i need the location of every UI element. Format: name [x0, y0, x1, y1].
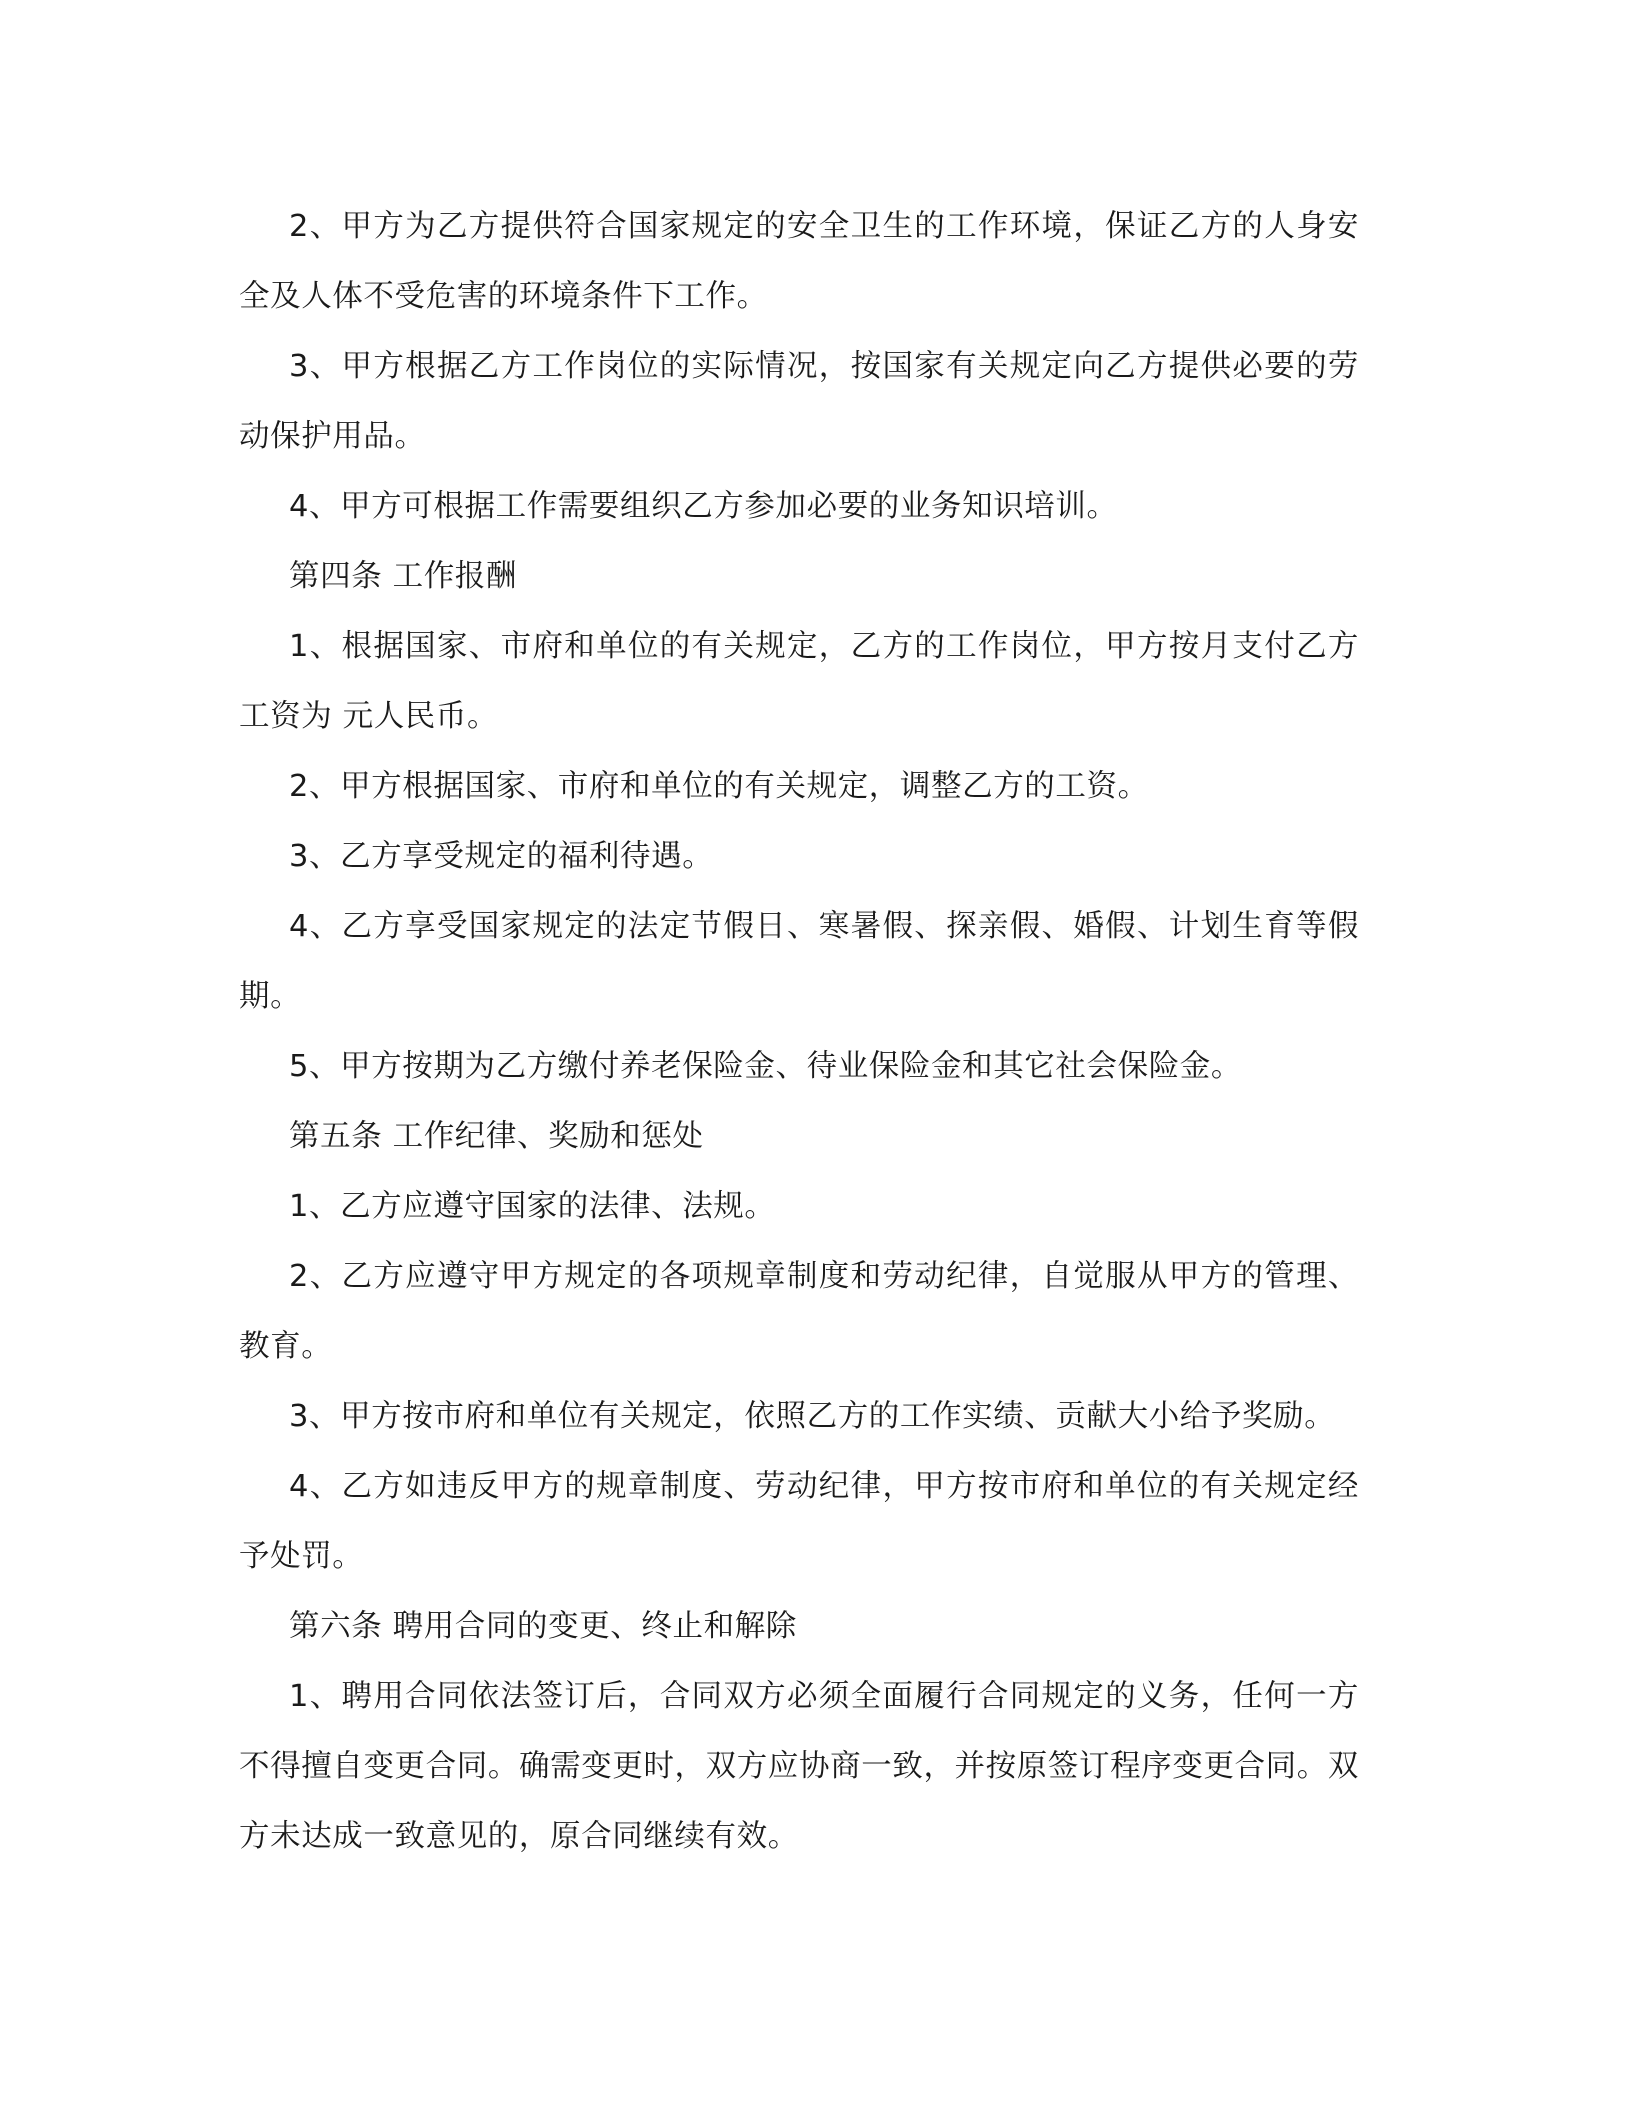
clause-item-paragraph: 4、乙方享受国家规定的法定节假日、寒暑假、探亲假、婚假、计划生育等假期。: [239, 909, 1359, 1014]
clause-item-paragraph: 3、甲方根据乙方工作岗位的实际情况，按国家有关规定向乙方提供必要的劳动保护用品。: [239, 349, 1359, 454]
clause-item-paragraph: 4、乙方如违反甲方的规章制度、劳动纪律，甲方按市府和单位的有关规定经予处罚。: [239, 1469, 1359, 1574]
clause-item-paragraph: 1、乙方应遵守国家的法律、法规。: [289, 1189, 776, 1224]
clause-item-paragraph: 5、甲方按期为乙方缴付养老保险金、待业保险金和其它社会保险金。: [289, 1049, 1243, 1084]
document-body: [239, 192, 1359, 1872]
clause-item-paragraph: 2、乙方应遵守甲方规定的各项规章制度和劳动纪律，自觉服从甲方的管理、教育。: [239, 1259, 1359, 1364]
clause-item-paragraph: 4、甲方可根据工作需要组织乙方参加必要的业务知识培训。: [289, 489, 1118, 524]
clause-item-paragraph: 3、乙方享受规定的福利待遇。: [289, 839, 714, 874]
section-heading-article-6: 第六条 聘用合同的变更、终止和解除: [289, 1609, 797, 1644]
clause-item-paragraph: 2、甲方根据国家、市府和单位的有关规定，调整乙方的工资。: [289, 769, 1149, 804]
clause-item-paragraph: 1、聘用合同依法签订后，合同双方必须全面履行合同规定的义务，任何一方不得擅自变更合同。确需变更时，双方应协商一致，并按原签订程序变更合同。双方未达成一致意见的，原合同继续有效。: [239, 1679, 1359, 1854]
clause-item-paragraph: 2、甲方为乙方提供符合国家规定的安全卫生的工作环境，保证乙方的人身安全及人体不受危害的环境条件下工作。: [239, 209, 1359, 314]
section-heading-article-5: 第五条 工作纪律、奖励和惩处: [289, 1119, 704, 1154]
clause-item-paragraph: 1、根据国家、市府和单位的有关规定，乙方的工作岗位，甲方按月支付乙方工资为 元人民币。: [239, 629, 1359, 734]
clause-item-paragraph: 3、甲方按市府和单位有关规定，依照乙方的工作实绩、贡献大小给予奖励。: [289, 1399, 1336, 1434]
section-heading-article-4: 第四条 工作报酬: [289, 559, 517, 594]
